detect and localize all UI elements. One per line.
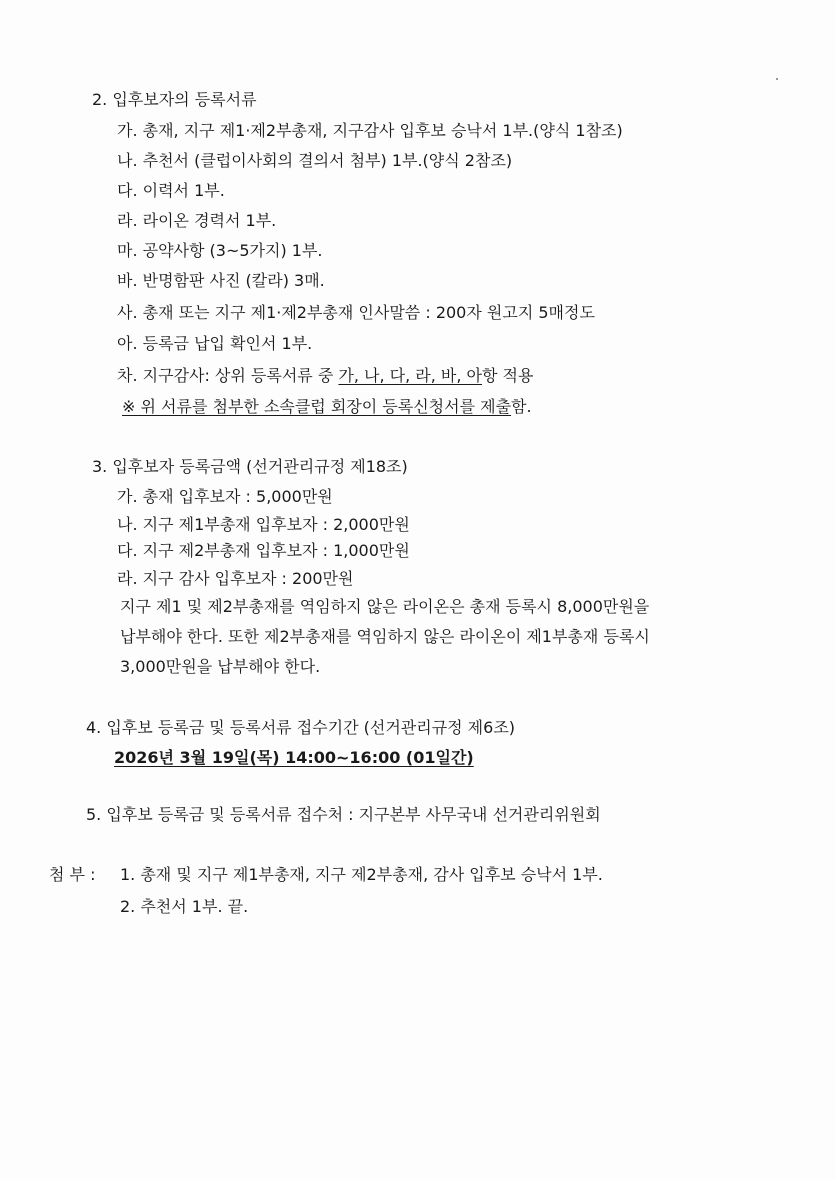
section2-item-ma: 마. 공약사항 (3~5가지) 1부. xyxy=(117,241,323,260)
section3-item-na: 나. 지구 제1부총재 입후보자 : 2,000만원 xyxy=(117,515,410,534)
section3-title: 3. 입후보자 등록금액 (선거관리규정 제18조) xyxy=(92,457,408,476)
attachment-item: 1. 총재 및 지구 제1부총재, 지구 제2부총재, 감사 입후보 승낙서 1부. xyxy=(120,865,603,884)
section3-paragraph-line: 지구 제1 및 제2부총재를 역임하지 않은 라이온은 총재 등록시 8,000만원을 xyxy=(120,597,650,616)
section2-item-sa: 사. 총재 또는 지구 제1·제2부총재 인사말씀 : 200자 원고지 5매정도 xyxy=(117,303,595,322)
section2-note xyxy=(122,397,532,417)
section3-item-da: 다. 지구 제2부총재 입후보자 : 1,000만원 xyxy=(117,541,410,560)
section2-item-ra: 라. 라이온 경력서 1부. xyxy=(117,211,277,230)
section2-title: 2. 입후보자의 등록서류 xyxy=(92,90,257,109)
item-cha-prefix: 차. 지구감사: 상위 등록서류 중 xyxy=(117,366,339,385)
section2-item-a: 아. 등록금 납입 확인서 1부. xyxy=(117,334,313,353)
section3-paragraph-line: 3,000만원을 납부해야 한다. xyxy=(120,657,321,676)
section2-item-ga: 가. 총재, 지구 제1·제2부총재, 지구감사 입후보 승낙서 1부.(양식 1참조) xyxy=(117,121,623,140)
section4-date: 2026년 3월 19일(목) 14:00~16:00 (01일간) xyxy=(114,748,474,767)
section3-item-ra: 라. 지구 감사 입후보자 : 200만원 xyxy=(117,569,354,588)
attachment-item: 2. 추천서 1부. 끝. xyxy=(120,897,249,916)
section3-item-ga: 가. 총재 입후보자 : 5,000만원 xyxy=(117,487,333,506)
scan-speck xyxy=(776,78,778,80)
section4-title: 4. 입후보 등록금 및 등록서류 접수기간 (선거관리규정 제6조) xyxy=(86,718,516,737)
section2-item-da: 다. 이력서 1부. xyxy=(117,181,225,200)
note-suffix: 함. xyxy=(511,397,532,416)
section3-paragraph-line: 납부해야 한다. 또한 제2부총재를 역임하지 않은 라이온이 제1부총재 등록시 xyxy=(120,627,650,646)
section2-item-cha xyxy=(117,366,533,386)
section2-item-ba: 바. 반명함판 사진 (칼라) 3매. xyxy=(117,271,325,290)
section5-title: 5. 입후보 등록금 및 등록서류 접수처 : 지구본부 사무국내 선거관리위원회 xyxy=(86,805,601,824)
attachments-label: 첨 부 : xyxy=(49,865,96,884)
item-cha-underlined: 가, 나, 다, 라, 바, 아 xyxy=(338,366,482,385)
item-cha-suffix: 항 적용 xyxy=(482,366,534,385)
note-underlined: ※ 위 서류를 첨부한 소속클럽 회장이 등록신청서를 제출 xyxy=(122,397,512,416)
section2-item-na: 나. 추천서 (클럽이사회의 결의서 첨부) 1부.(양식 2참조) xyxy=(117,151,513,170)
